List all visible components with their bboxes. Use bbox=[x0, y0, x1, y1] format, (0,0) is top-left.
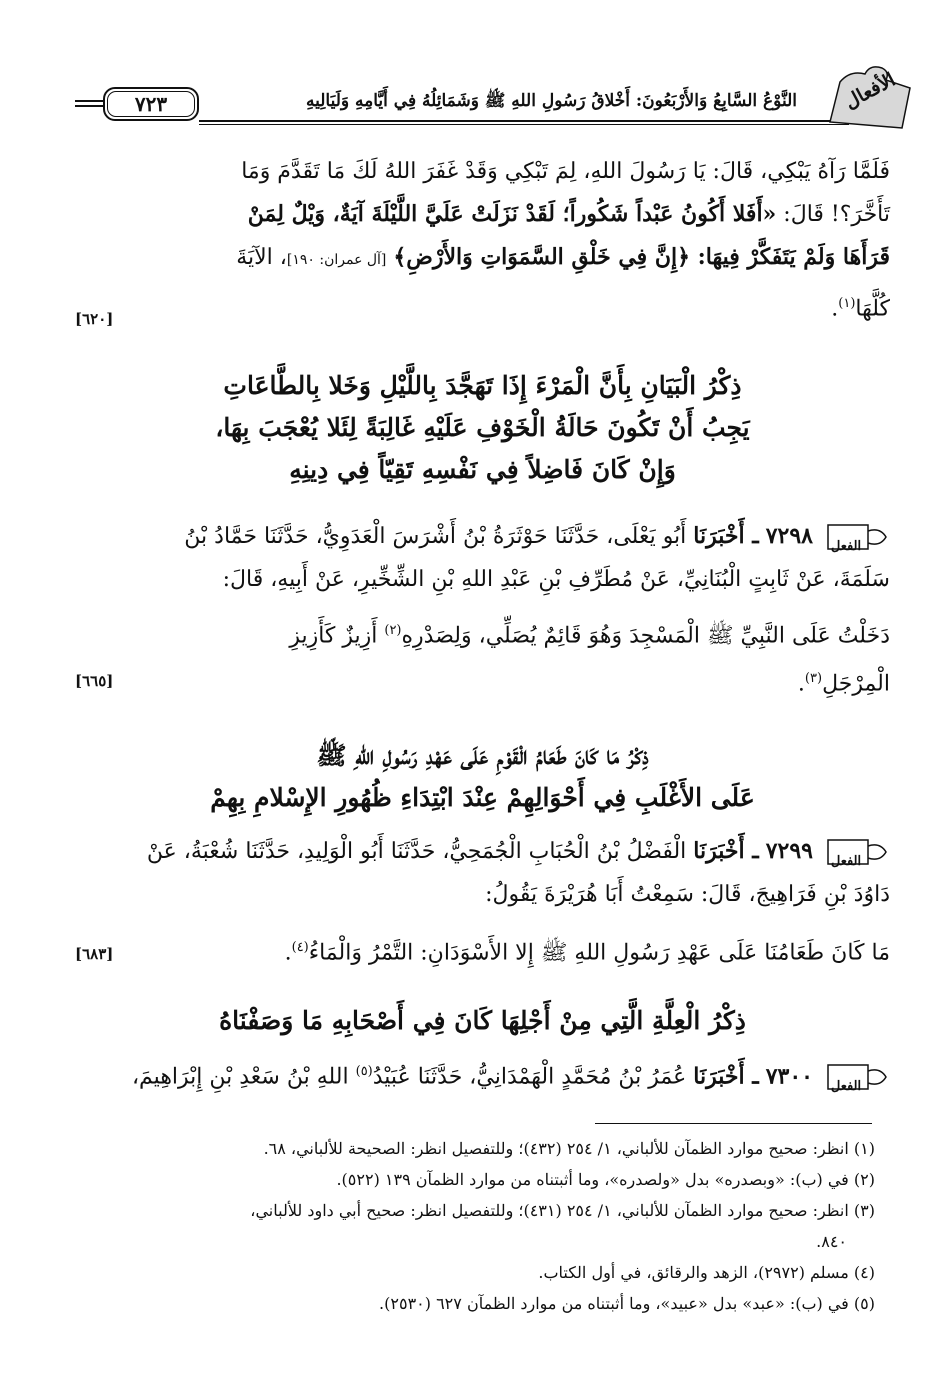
heading-line: ذِكْرُ الْبَيَانِ بِأَنَّ الْمَرْءَ إِذَا تَهَجَّدَ بِاللَّيْلِ وَخَلا بِالطَّاعَاتِ bbox=[223, 371, 742, 400]
passage-text: تَأَخَّرَ؟! قَالَ: bbox=[776, 202, 890, 227]
isnad-text: أَبُو يَعْلَى، حَدَّثَنَا حَوْثَرَةُ بْنُ أَشْرَسَ الْعَدَوِيُّ، حَدَّثَنَا حَمَّادُ بْنُ bbox=[184, 524, 687, 549]
passage-line bbox=[75, 282, 890, 330]
footnote-divider bbox=[595, 1123, 872, 1124]
header-divider bbox=[75, 100, 103, 102]
footnote: (٤) مسلم (٢٩٧٢)، الزهد والرقائق، في أول الكتاب. bbox=[538, 1263, 875, 1282]
footnote-marker: (٤) bbox=[291, 940, 309, 955]
reference-number: [٦٦٥] bbox=[75, 672, 114, 690]
passage-line bbox=[75, 236, 890, 282]
isnad-text: اللهِ بْنُ سَعْدِ بْنِ إِبْرَاهِيمَ، bbox=[131, 1064, 356, 1090]
page-header bbox=[75, 62, 899, 132]
isnad-line: الفعل ٧٢٩٨ ـ أَخْبَرَنَا أَبُو يَعْلَى، حَدَّثَنَا حَوْثَرَةُ بْنُ أَشْرَسَ الْعَدَوِيُّ، حَدَّثَنَا حَمَّادُ بْنُ bbox=[75, 515, 890, 558]
passage-text: . bbox=[831, 296, 839, 322]
hadith-number: ٧٢٩٩ bbox=[765, 838, 813, 864]
running-title: النَّوْعُ السَّابِعُ وَالأَرْبَعُونَ: أَخْلاقُ رَسُولِ اللهِ ﷺ وَشَمَائِلُهُ فِي أَيَّامِهِ وَلَيَالِيهِ bbox=[305, 91, 797, 111]
heading-line: ذِكْرُ مَا كَانَ طَعَامُ الْقَوْمِ عَلَى عَهْدِ رَسُولِ اللهِ ﷺ bbox=[316, 741, 649, 770]
passage-line: فَلَمَّا رَآهُ يَبْكِي، قَالَ: يَا رَسُولَ اللهِ، لِمَ تَبْكِي وَقَدْ غَفَرَ اللهُ لَكَ مَا تَقَدَّمَ وَمَا bbox=[241, 159, 890, 184]
footnote: (٣) انظر: صحيح موارد الظمآن للألباني، ١/ ٢٥٤ (٤٣١)؛ وللتفصيل انظر: صحيح أبي داود للألباني، bbox=[250, 1201, 875, 1220]
heading-line: ذِكْرُ الْعِلَّةِ الَّتِي مِنْ أَجْلِهَا كَانَ فِي أَصْحَابِهِ مَا وَصَفْنَاهُ bbox=[219, 1006, 746, 1035]
badge-label: الفعل bbox=[830, 854, 862, 869]
matn-line bbox=[75, 657, 890, 705]
hadith-7300 bbox=[75, 1050, 890, 1098]
narration-keyword: أَخْبَرَنَا bbox=[693, 523, 745, 549]
header-divider bbox=[75, 105, 103, 107]
matn-text: دَخَلْتُ عَلَى النَّبِيِّ ﷺ الْمَسْجِدَ وَهُوَ قَائِمٌ يُصَلِّي، وَلِصَدْرِهِ bbox=[401, 623, 890, 649]
hadith-badge-icon bbox=[826, 1061, 890, 1093]
top-passage bbox=[75, 150, 890, 330]
isnad-line: الفعل ٧٣٠٠ ـ أَخْبَرَنَا عُمَرُ بْنُ مُحَمَّدٍ الْهَمْدَانِيُّ، حَدَّثَنَا عُبَيْدُ$^{(٥)}$ اللهِ بْنُ سَعْدِ بْنِ إِبْرَاهِيمَ، bbox=[75, 1050, 890, 1098]
footnote-marker: (٥) bbox=[355, 1064, 373, 1079]
verse-citation: [آل عمران: ١٩٠] bbox=[286, 252, 387, 268]
page-number: ٧٢٣ bbox=[107, 91, 195, 117]
page-number-frame bbox=[103, 87, 199, 121]
hadith-7298 bbox=[75, 515, 890, 706]
narration-keyword: أَخْبَرَنَا bbox=[693, 1063, 745, 1090]
hadith-number: ٧٣٠٠ bbox=[765, 1063, 813, 1090]
header-divider bbox=[199, 124, 849, 125]
narration-keyword: أَخْبَرَنَا bbox=[693, 838, 745, 864]
reference-number: [٦٢٠] bbox=[75, 310, 114, 328]
footnote-continuation: ٨٤٠. bbox=[816, 1232, 847, 1251]
chapter-heading bbox=[75, 1000, 890, 1042]
isnad-line: سَلَمَةَ، عَنْ ثَابِتٍ الْبُنَانِيِّ، عَنْ مُطَرِّفِ بْنِ عَبْدِ اللهِ بْنِ الشِّخِّيرِ، عَنْ أَبِيهِ، قَالَ: bbox=[222, 567, 890, 592]
footnote: (٥) في (ب): «عبد» بدل «عبيد»، وما أثبتناه من موارد الظمآن ٦٢٧ (٢٥٣٠). bbox=[379, 1294, 875, 1313]
chapter-heading bbox=[75, 365, 890, 491]
matn-text: أَزِيزٌ كَأَزِيزِ bbox=[289, 623, 385, 649]
footnote: (٢) في (ب): «وبصدره» بدل «ولصدره»، وما أثبتناه من موارد الظمآن ١٣٩ (٥٢٢). bbox=[336, 1170, 875, 1189]
heading-line: وَإِنْ كَانَ فَاضِلاً فِي نَفْسِهِ تَقِيّاً فِي دِينِهِ bbox=[289, 455, 676, 484]
isnad-line: الفعل ٧٢٩٩ ـ أَخْبَرَنَا الْفَضْلُ بْنُ الْحُبَابِ الْجُمَحِيُّ، حَدَّثَنَا أَبُو الْوَلِيدِ، حَدَّثَنَا شُعْبَةُ، عَنْ bbox=[75, 830, 890, 873]
isnad-line: دَاوُدَ بْنِ فَرَاهِيجَ، قَالَ: سَمِعْتُ أَبَا هُرَيْرَةَ يَقُولُ: bbox=[485, 882, 890, 907]
footnotes bbox=[75, 1133, 875, 1319]
matn-line bbox=[75, 926, 890, 974]
passage-text: كُلَّهَا bbox=[855, 296, 890, 322]
footnote-marker: (٢) bbox=[384, 623, 402, 638]
hadith-badge-icon bbox=[826, 521, 890, 553]
matn-text: . bbox=[797, 671, 805, 697]
heading-line: عَلَى الأَغْلَبِ فِي أَحْوَالِهِمْ عِنْدَ ابْتِدَاءِ ظُهُورِ الإِسْلامِ بِهِمْ bbox=[210, 783, 755, 812]
hadith-7299 bbox=[75, 830, 890, 974]
footnote-marker: (٣) bbox=[804, 671, 823, 687]
matn-text: . bbox=[284, 940, 292, 966]
footnote-marker: (١) bbox=[838, 296, 856, 311]
heading-line: يَجِبُ أَنْ تَكُونَ حَالَةُ الْخَوْفِ عَلَيْهِ غَالِبَةً لِئَلا يُعْجَبَ بِهَا، bbox=[215, 413, 750, 442]
quran-verse: ﴿إِنَّ فِي خَلْقِ السَّمَوَاتِ وَالأَرْضِ﴾ bbox=[393, 244, 691, 270]
hadith-number: ٧٢٩٨ bbox=[765, 523, 813, 549]
badge-label: الفعل bbox=[830, 1079, 862, 1095]
passage-text: ، الآيَةَ bbox=[236, 245, 287, 270]
chapter-heading bbox=[75, 735, 890, 819]
hadith-text: «أَفَلا أَكُونُ عَبْداً شَكُوراً؛ لَقَدْ نَزَلَتْ عَلَيَّ اللَّيْلَةَ آيَةٌ، وَيْلٌ لِمَنْ bbox=[247, 201, 777, 227]
section-label: الأفعال bbox=[841, 68, 899, 114]
passage-line bbox=[75, 193, 890, 236]
matn-line bbox=[75, 609, 890, 657]
hadith-text: قَرَأَهَا وَلَمْ يَتَفَكَّرْ فِيهَا: bbox=[690, 244, 890, 270]
footnote: (١) انظر: صحيح موارد الظمآن للألباني، ١/ ٢٥٤ (٤٣٢)؛ وللتفصيل انظر: الصحيحة للألباني، ٦٨. bbox=[263, 1139, 875, 1158]
matn-text: الْمِرْجَلِ bbox=[822, 671, 890, 697]
reference-number: [٦٨٣] bbox=[75, 945, 114, 963]
badge-label: الفعل bbox=[830, 539, 862, 554]
header-divider bbox=[199, 120, 849, 122]
matn-text: مَا كَانَ طَعَامُنَا عَلَى عَهْدِ رَسُولِ اللهِ ﷺ إِلا الأَسْوَدَانِ: التَّمْرُ وَالْمَاءُ bbox=[308, 940, 890, 966]
hadith-badge-icon bbox=[826, 836, 890, 868]
isnad-text: الْفَضْلُ بْنُ الْحُبَابِ الْجُمَحِيُّ، حَدَّثَنَا أَبُو الْوَلِيدِ، حَدَّثَنَا شُعْبَةُ، عَنْ bbox=[146, 839, 687, 864]
isnad-text: عُمَرُ بْنُ مُحَمَّدٍ الْهَمْدَانِيُّ، حَدَّثَنَا عُبَيْدُ bbox=[372, 1064, 687, 1090]
